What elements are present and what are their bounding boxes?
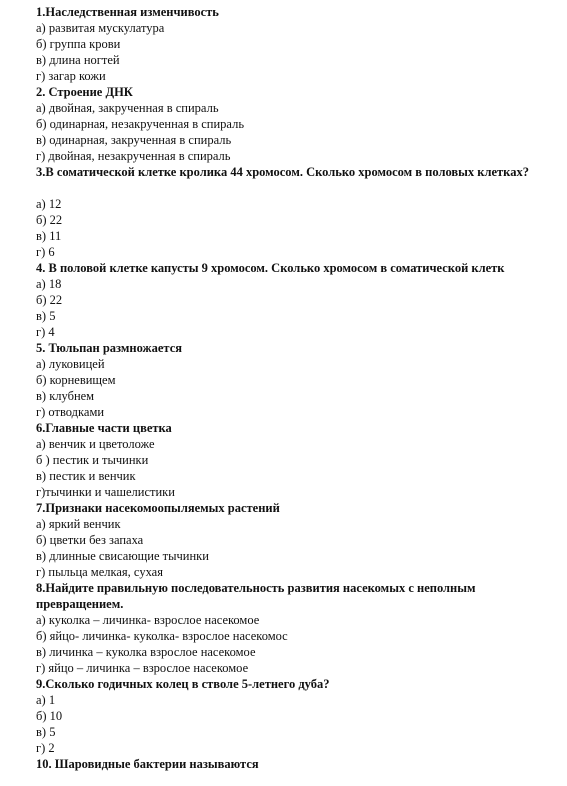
answer-option: а) 18 [36, 277, 62, 291]
answer-option: б) 22 [36, 293, 63, 307]
answer-option: б ) пестик и тычинки [36, 453, 149, 467]
question-title: 6.Главные части цветка [36, 421, 172, 435]
answer-option: б) 22 [36, 213, 63, 227]
answer-option: в) 11 [36, 229, 62, 243]
question-title: 10. Шаровидные бактерии называются [36, 757, 259, 771]
question-title: 5. Тюльпан размножается [36, 341, 183, 355]
answer-option: в) клубнем [36, 389, 95, 403]
answer-option: б) 10 [36, 709, 63, 723]
answer-option: г)тычинки и чашелистики [36, 485, 175, 499]
answer-option: а) 1 [36, 693, 56, 707]
answer-option: а) развитая мускулатура [36, 21, 165, 35]
answer-option: г) загар кожи [36, 69, 106, 83]
answer-option: в) длинные свисающие тычинки [36, 549, 209, 563]
question-title: 8.Найдите правильную последовательность развития насекомых с неполным превращением. [36, 581, 476, 611]
answer-option: а) двойная, закрученная в спираль [36, 101, 219, 115]
answer-option: б) яйцо- личинка- куколка- взрослое насекомос [36, 629, 288, 643]
answer-option: а) луковицей [36, 357, 105, 371]
answer-option: б) цветки без запаха [36, 533, 144, 547]
question-title: 4. В половой клетке капусты 9 хромосом. Сколько хромосом в соматической клетк [36, 261, 505, 275]
answer-option: г) 6 [36, 245, 55, 259]
answer-option: г) 2 [36, 741, 55, 755]
answer-option: г) пыльца мелкая, сухая [36, 565, 163, 579]
answer-option: г) двойная, незакрученная в спираль [36, 149, 231, 163]
answer-option: г) отводками [36, 405, 105, 419]
question-title: 2. Строение ДНК [36, 85, 133, 99]
question-title: 3.В соматической клетке кролика 44 хромосом. Сколько хромосом в половых клетках? [36, 165, 529, 179]
answer-option: а) венчик и цветоложе [36, 437, 155, 451]
answer-option: б) группа крови [36, 37, 121, 51]
answer-option: в) личинка – куколка взрослое насекомое [36, 645, 256, 659]
answer-option: в) одинарная, закрученная в спираль [36, 133, 232, 147]
question-title: 7.Признаки насекомоопыляемых растений [36, 501, 280, 515]
answer-option: б) корневищем [36, 373, 116, 387]
answer-option: в) пестик и венчик [36, 469, 136, 483]
answer-option: в) 5 [36, 309, 56, 323]
answer-option: г) яйцо – личинка – взрослое насекомое [36, 661, 249, 675]
answer-option: б) одинарная, незакрученная в спираль [36, 117, 245, 131]
question-title: 1.Наследственная изменчивость [36, 5, 219, 19]
answer-option: г) 4 [36, 325, 55, 339]
answer-option: а) 12 [36, 197, 62, 211]
answer-option: а) куколка – личинка- взрослое насекомое [36, 613, 260, 627]
answer-option: в) длина ногтей [36, 53, 120, 67]
answer-option: а) яркий венчик [36, 517, 121, 531]
question-title: 9.Сколько годичных колец в стволе 5-летнего дуба? [36, 677, 330, 691]
answer-option: в) 5 [36, 725, 56, 739]
